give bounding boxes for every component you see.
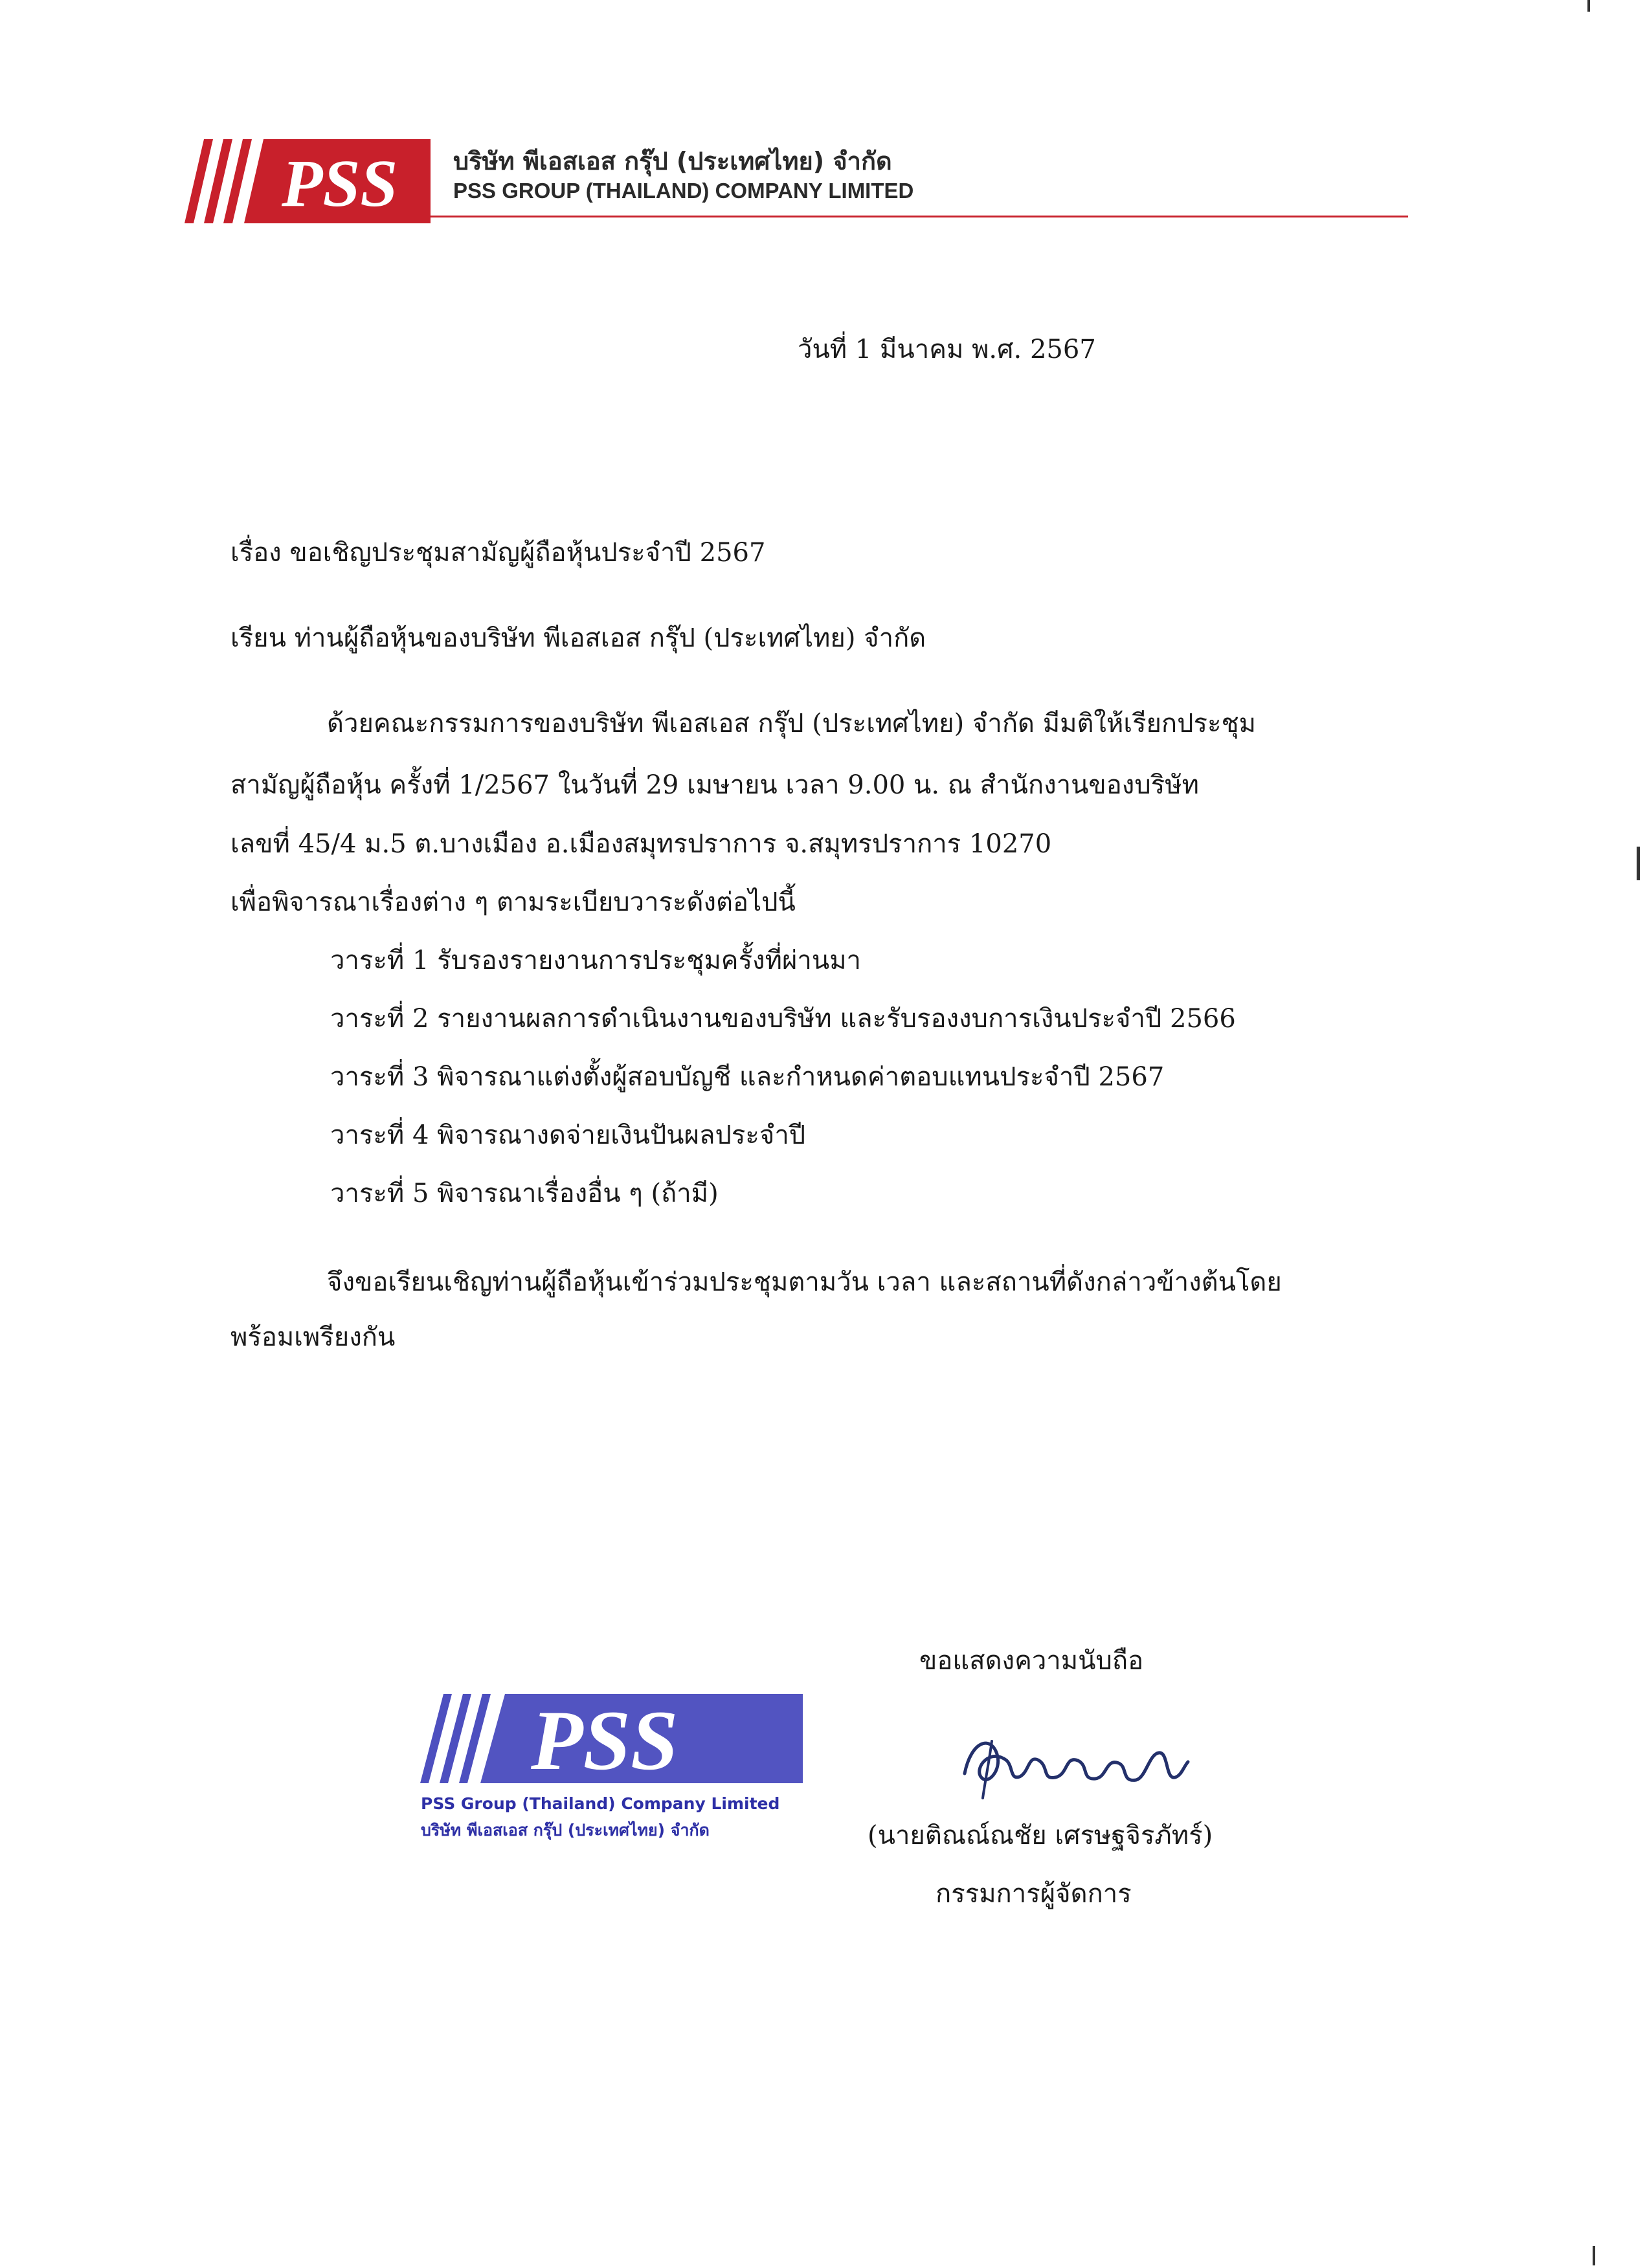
signer-title: กรรมการผู้จัดการ xyxy=(936,1879,1132,1909)
closing-line-2: พร้อมเพรียงกัน xyxy=(230,1322,396,1352)
company-name-thai: บริษัท พีเอสเอส กรุ๊ป (ประเทศไทย) จำกัด xyxy=(453,147,892,175)
scan-edge-mark xyxy=(1637,847,1640,880)
agenda-item-2: วาระที่ 2 รายงานผลการดำเนินงานของบริษัท และรับรองงบการเงินประจำปี 2566 xyxy=(330,1004,1236,1034)
body-line-1: ด้วยคณะกรรมการของบริษัท พีเอสเอส กรุ๊ป (ประเทศไทย) จำกัด มีมติให้เรียกประชุม xyxy=(327,709,1257,739)
agenda-item-3: วาระที่ 3 พิจารณาแต่งตั้งผู้สอบบัญชี และกำหนดค่าตอบแทนประจำปี 2567 xyxy=(330,1062,1165,1092)
pss-logo xyxy=(185,139,431,223)
signer-name: (นายติณณ์ณชัย เศรษฐจิรภัทร์) xyxy=(868,1821,1213,1851)
logo-text: PSS xyxy=(282,146,398,221)
scan-edge-mark xyxy=(1593,2246,1595,2265)
letter-salutation: เรียน ท่านผู้ถือหุ้นของบริษัท พีเอสเอส กรุ๊ป (ประเทศไทย) จำกัด xyxy=(230,623,926,653)
agenda-item-1: วาระที่ 1 รับรองรายงานการประชุมครั้งที่ผ่านมา xyxy=(330,946,862,975)
body-line-2: สามัญผู้ถือหุ้น ครั้งที่ 1/2567 ในวันที่ 29 เมษายน เวลา 9.00 น. ณ สำนักงานของบริษัท xyxy=(230,770,1199,800)
letter-date: วันที่ 1 มีนาคม พ.ศ. 2567 xyxy=(798,335,1096,364)
agenda-item-5: วาระที่ 5 พิจารณาเรื่องอื่น ๆ (ถ้ามี) xyxy=(330,1179,719,1208)
agenda-item-4: วาระที่ 4 พิจารณางดจ่ายเงินปันผลประจำปี xyxy=(330,1120,806,1150)
handwritten-signature xyxy=(952,1715,1198,1806)
body-line-4: เพื่อพิจารณาเรื่องต่าง ๆ ตามระเบียบวาระดังต่อไปนี้ xyxy=(230,887,796,917)
stamp-logo-text: PSS xyxy=(531,1693,678,1788)
letterhead-divider xyxy=(431,216,1408,217)
regards-text: ขอแสดงความนับถือ xyxy=(919,1646,1144,1676)
closing-line-1: จึงขอเรียนเชิญท่านผู้ถือหุ้นเข้าร่วมประชุมตามวัน เวลา และสถานที่ดังกล่าวข้างต้นโดย xyxy=(327,1267,1282,1297)
stamp-english-line: PSS Group (Thailand) Company Limited xyxy=(421,1794,780,1813)
company-name-english: PSS GROUP (THAILAND) COMPANY LIMITED xyxy=(453,179,914,203)
body-line-3: เลขที่ 45/4 ม.5 ต.บางเมือง อ.เมืองสมุทรปราการ จ.สมุทรปราการ 10270 xyxy=(230,829,1052,859)
scan-edge-mark xyxy=(1587,0,1590,12)
stamp-thai-line: บริษัท พีเอสเอส กรุ๊ป (ประเทศไทย) จำกัด xyxy=(421,1821,710,1840)
letter-subject: เรื่อง ขอเชิญประชุมสามัญผู้ถือหุ้นประจำปี 2567 xyxy=(230,538,766,568)
